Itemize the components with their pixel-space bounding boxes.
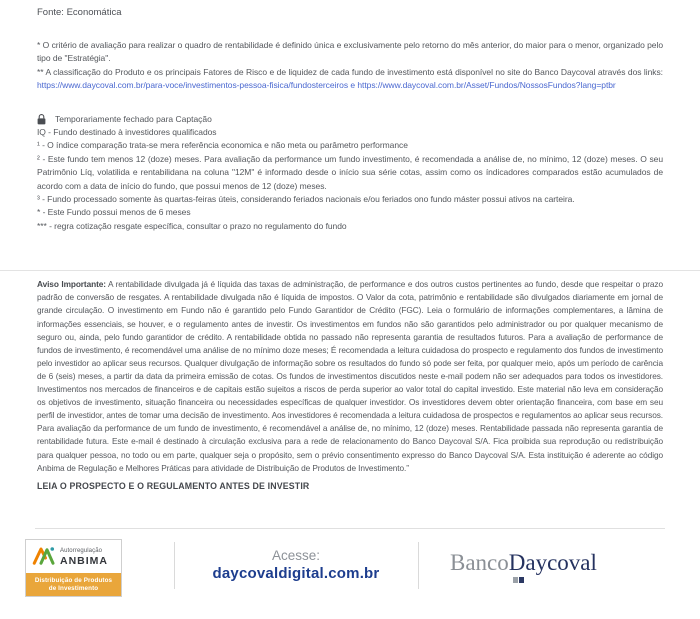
footnote-1: ¹ - O índice comparação trata-se mera referência economica e não meta ou parâmetro performance — [37, 140, 408, 151]
read-prospectus-heading: LEIA O PROSPECTO E O REGULAMENTO ANTES DE INVESTIR — [37, 480, 310, 491]
anbima-top-label: Autorregulação — [60, 548, 103, 555]
nossosfundos-link[interactable]: https://www.daycoval.com.br/Asset/Fundos/NossosFundos?lang=ptbr — [357, 80, 616, 91]
important-notice-label: Aviso Importante: — [37, 279, 106, 290]
section-divider — [0, 270, 700, 271]
source-note: Fonte: Economática — [37, 7, 122, 18]
criteria-text: * O critério de avaliação para realizar o quadro de rentabilidade é definido única e exclusivamente pelo retorno do mês anterior, do maior para o menor, organizado pelo tipo de "Estratégia". — [37, 40, 663, 64]
footnote-2: ² - Este fundo tem menos 12 (doze) meses. Para avaliação da performance um fundo investimento, é recomendada a análise de, no mínimo, 12 (doze) meses. O seu Patrimônio Líq, volatilida e rentabilidana na coluna "12M" é informado desde o início sua série cotas, assim como os índicadores comparados estão acumulados de acordo com a data de início do fundo, que possui menos de 12 (doze) meses. — [37, 153, 663, 191]
anbima-band — [26, 573, 121, 597]
daycovaldigital-link[interactable]: daycovaldigital.com.br — [212, 565, 380, 582]
footer-access-block — [174, 547, 418, 584]
footnote-star: * - Este Fundo possui menos de 6 meses — [37, 207, 191, 218]
important-notice-body: A rentabilidade divulgada já é líquida das taxas de administração, de performance e dos outros custos pertinentes ao fundo, desde que respeitar o prazo padrão de conversão de resgates. A rentabilidade divulgada não é líquida de impostos. O Valor da cota, patrimônio e rentabilidade são divulgados diariamente em jornal de grande circulação. O investimento em Fundo não é garantido pelo Fundo Garantidor de Crédito (FGC). Leia o formulário de informações complementares, a lâmina de informações essenciais, se houver, e o regulamento antes de investir. Os investimentos em fundos não são garantidos pelo administrador ou por qualquer mecanismo de seguro ou, ainda, pelo fundo garantidor de crédito. A rentabilidade obtida no passado não representa garantia de resultados futuros. Para a avaliação de performance de fundos de investimento, é recomendável uma análise de no mínimo doze meses; É recomendada a leitura cuidadosa do prospecto e regulamento dos fundos de investimento pelo investidor ao aplicar seus recursos. Qualquer divulgação de informação sobre os resultados do fundo só pode ser feita, por qualquer meio, após um período de carência de 6 (seis) meses, a partir da data da primeira emissão de cotas. Os fundos de investimentos discutidos neste e-mail podem não ser adequados para todos os investidores. Investimentos nos mercados de financeiros e de capitais estão sujeitos a riscos de perda superior ao valor total do capital investido. Este material não leva em consideração os objetivos de investimento, situação financeira ou necessidades específicas de qualquer investidor. Os investidores devem obter orientação financeira, com base em seu perfil de investidor, antes de tomar uma decisão de investimento. Aos investidores é recomendada a leitura cuidadosa de prospectos e regulamentos ao aplicar seus recursos. Para avaliação da performance de um fundo de investimento, é recomendável a análise de, no mínimo, 12 (doze) meses. Rentabilidade passada não representa garantia de rentabilidade futura. Este e-mail é destinado à circulação exclusiva para a rede de relacionamento do Banco Daycoval S/A. Fica proibida sua reprodução ou redistribuição para qualquer pessoa, no todo ou em parte, qualquer seja o propósito, sem o prévio consentimento expresso do Banco Daycoval S/A. Esta instituição é aderente ao código Anbima de Regulação e Melhores Práticas para atividade de Distribuição de Produtos de Investimento.” — [37, 279, 663, 473]
footnote-3star: *** - regra cotização resgate específica, consultar o prazo no regulamento do fundo — [37, 220, 347, 231]
lock-note-text: Temporariamente fechado para Captação — [55, 113, 212, 124]
anbima-seal — [25, 539, 122, 597]
logo-daycoval-text: Daycoval — [508, 550, 597, 575]
footer — [0, 528, 700, 619]
banco-daycoval-logo — [450, 550, 597, 576]
criteria-disclaimer — [37, 39, 663, 93]
anbima-band-line1: Distribuição de Produtos — [34, 577, 113, 584]
lock-icon — [37, 114, 46, 125]
important-notice — [37, 278, 663, 474]
access-label: Acesse: — [271, 548, 321, 563]
footnote-iq: IQ - Fundo destinado à investidores qualificados — [37, 127, 217, 138]
anbima-name: ANBIMA — [60, 555, 108, 568]
footer-vertical-divider-right — [418, 542, 419, 589]
anbima-band-line2: de Investimento — [48, 585, 99, 592]
footnote-3: ³ - Fundo processado somente às quartas-feiras úteis, considerando feriados nacionais e/ou feriados ono fundo máster possui ativos na carteira. — [37, 194, 575, 205]
anbima-logo-icon — [32, 545, 56, 570]
logo-squares-icon — [513, 577, 524, 583]
logo-banco-text: Banco — [450, 550, 509, 575]
closed-funding-note — [37, 113, 663, 126]
classification-text: ** A classificação do Produto e os principais Fatores de Risco e de liquidez de cada fundo de investimento está disponível no site do Banco Daycoval através dos links: — [37, 66, 663, 77]
fundosterceiros-link[interactable]: https://www.daycoval.com.br/para-voce/investimentos-pessoa-fisica/fundosterceiros e — [37, 80, 356, 91]
